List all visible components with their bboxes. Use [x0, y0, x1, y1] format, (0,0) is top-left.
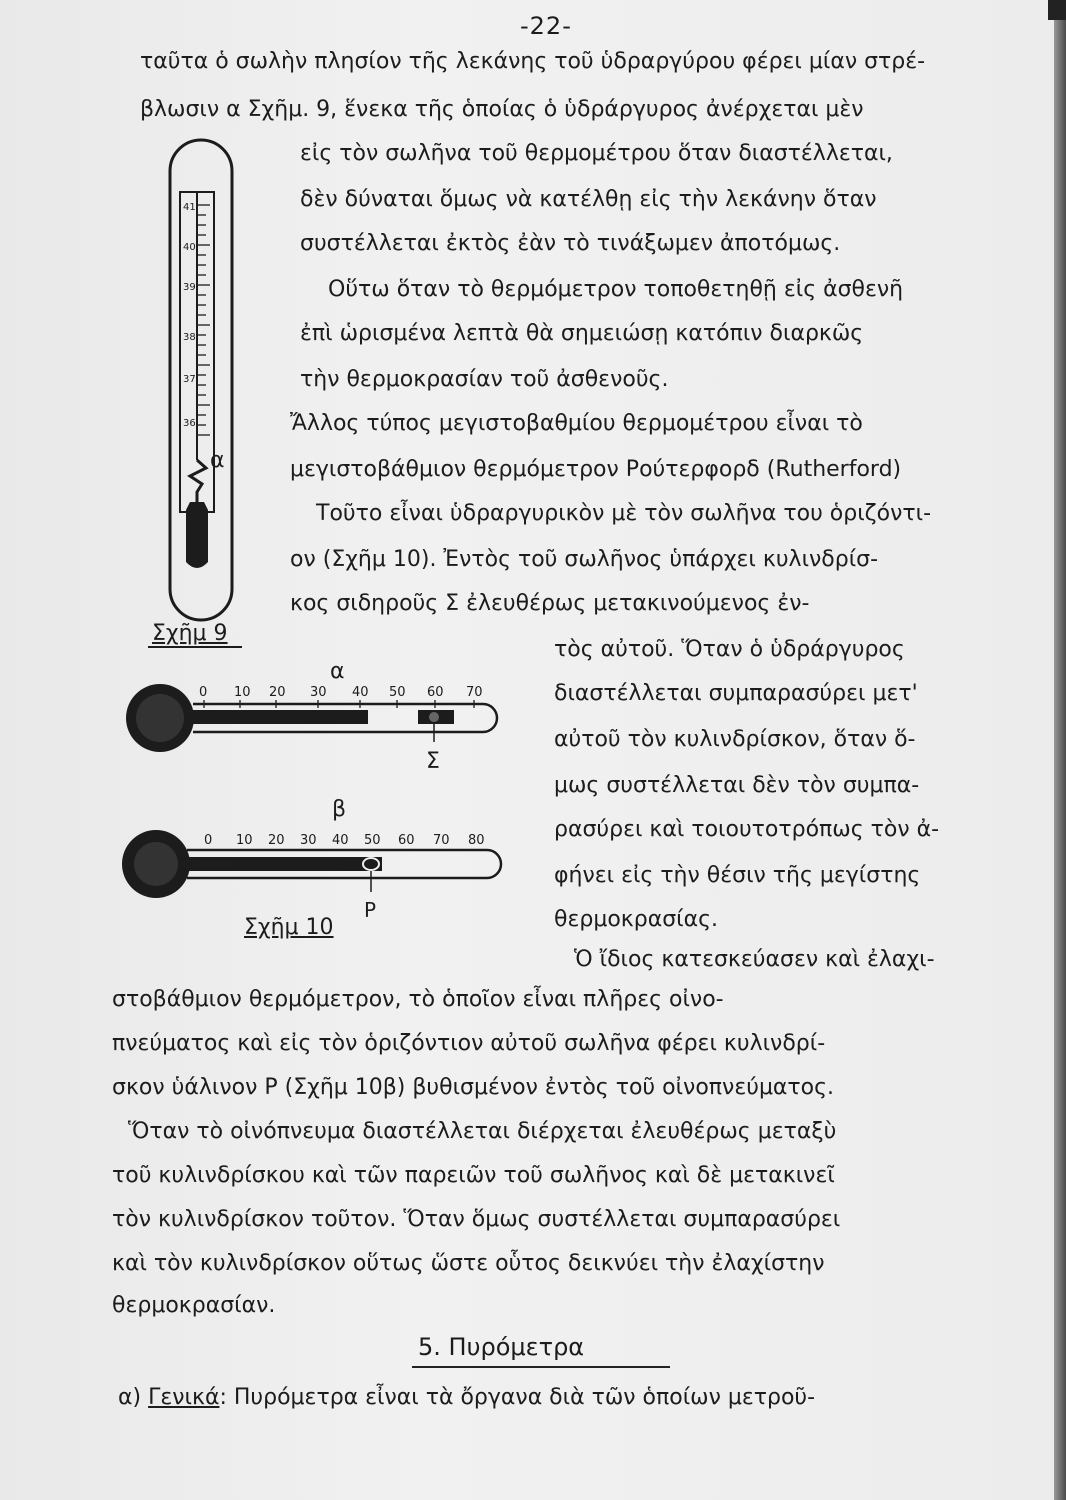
- fig10b-scale-label: 0: [204, 833, 213, 848]
- text-line: κος σιδηροῦς Σ ἐλευθέρως μετακινούμενος ἐν-: [290, 591, 810, 616]
- figure-9-caption-underline: [148, 646, 242, 648]
- text-line: τοῦ κυλινδρίσκου καὶ τῶν παρειῶν τοῦ σωλῆνος καὶ δὲ μετακινεῖ: [112, 1163, 835, 1188]
- text-line: πνεύματος καὶ εἰς τὸν ὁριζόντιον αὐτοῦ σωλῆνα φέρει κυλινδρί-: [112, 1031, 826, 1056]
- heading-underline: [412, 1366, 670, 1368]
- text-line: ρασύρει καὶ τοιουτοτρόπως τὸν ἀ-: [554, 817, 940, 842]
- fig10b-scale-label: 70: [433, 833, 450, 848]
- fig10a-scale-label: 30: [310, 685, 327, 700]
- page-number: -22-: [520, 12, 572, 40]
- fig10a-scale-label: 0: [199, 685, 208, 700]
- fig9-scale-label: 39: [183, 282, 196, 293]
- fig10a-scale-label: 50: [389, 685, 406, 700]
- fig9-scale-label: 41: [183, 202, 196, 213]
- text-line: ταῦτα ὁ σωλὴν πλησίον τῆς λεκάνης τοῦ ὑδραργύρου φέρει μίαν στρέ-: [140, 49, 926, 74]
- fig10a-scale-label: 70: [466, 685, 483, 700]
- figure-10-caption: Σχῆμ 10: [244, 915, 334, 940]
- figure-9-caption: Σχῆμ 9: [152, 621, 228, 646]
- text-line: τὴν θερμοκρασίαν τοῦ ἀσθενοῦς.: [300, 367, 669, 392]
- text-line: ἐπὶ ὡρισμένα λεπτὰ θὰ σημειώσῃ κατόπιν διαρκῶς: [300, 321, 864, 346]
- fig10b-marker-label: Ρ: [364, 898, 377, 922]
- fig10a-scale-label: 10: [234, 685, 251, 700]
- figure-9-thermometer: [150, 130, 260, 660]
- fig10a-scale-label: 40: [352, 685, 369, 700]
- text-line: Οὕτω ὅταν τὸ θερμόμετρον τοποθετηθῇ εἰς ἀσθενῆ: [328, 277, 904, 302]
- fig10b-label: β: [332, 797, 347, 822]
- last-text-line: [118, 1384, 815, 1412]
- item-text: : Πυρόμετρα εἶναι τὰ ὄργανα διὰ τῶν ὁποίων μετροῦ-: [219, 1385, 816, 1410]
- item-prefix: α): [118, 1385, 142, 1410]
- text-line: μως συστέλλεται δὲν τὸν συμπα-: [554, 773, 920, 798]
- figure-10a-thermometer: [118, 680, 518, 770]
- fig10a-marker-label: Σ: [426, 749, 440, 774]
- page-edge-shadow: [1054, 0, 1066, 1500]
- text-line: καὶ τὸν κυλινδρίσκον οὕτως ὥστε οὗτος δεικνύει τὴν ἐλαχίστην: [112, 1251, 825, 1276]
- text-line: σκον ὑάλινον Ρ (Σχῆμ 10β) βυθισμένον ἐντὸς τοῦ οἰνοπνεύματος.: [112, 1075, 835, 1100]
- fig10a-scale-label: 60: [427, 685, 444, 700]
- text-line: φήνει εἰς τὴν θέσιν τῆς μεγίστης: [554, 863, 921, 888]
- text-line: θερμοκρασίαν.: [112, 1293, 276, 1318]
- section-heading: 5. Πυρόμετρα: [418, 1333, 585, 1361]
- text-line: βλωσιν α Σχῆμ. 9, ἕνεκα τῆς ὁποίας ὁ ὑδράργυρος ἀνέρχεται μὲν: [140, 97, 864, 122]
- text-line: αὐτοῦ τὸν κυλινδρίσκον, ὅταν ὅ-: [554, 727, 916, 752]
- text-line: Ὅταν τὸ οἰνόπνευμα διαστέλλεται διέρχεται ἐλευθέρως μεταξὺ: [128, 1119, 837, 1144]
- text-line: Ὁ ἴδιος κατεσκεύασεν καὶ ἐλαχι-: [574, 947, 935, 972]
- text-line: θερμοκρασίας.: [554, 907, 719, 932]
- fig10b-scale-label: 10: [236, 833, 253, 848]
- fig10b-scale-label: 80: [468, 833, 485, 848]
- fig9-constriction-label: α: [210, 448, 225, 473]
- text-line: Τοῦτο εἶναι ὑδραργυρικὸν μὲ τὸν σωλῆνα του ὁριζόντι-: [316, 501, 932, 526]
- text-line: δὲν δύναται ὅμως νὰ κατέλθῃ εἰς τὴν λεκάνην ὅταν: [300, 187, 877, 212]
- text-line: συστέλλεται ἐκτὸς ἐὰν τὸ τινάξωμεν ἀποτόμως.: [300, 231, 841, 256]
- text-line: εἰς τὸν σωλῆνα τοῦ θερμομέτρου ὅταν διαστέλλεται,: [300, 141, 893, 166]
- fig9-scale-label: 38: [183, 332, 196, 343]
- fig9-scale-label: 40: [183, 242, 196, 253]
- fig9-scale-label: 36: [183, 418, 196, 429]
- fig10b-scale-label: 40: [332, 833, 349, 848]
- fig10b-scale-label: 60: [398, 833, 415, 848]
- text-line: τὸν κυλινδρίσκον τοῦτον. Ὅταν ὅμως συστέλλεται συμπαρασύρει: [112, 1207, 841, 1232]
- fig10a-scale-label: 20: [269, 685, 286, 700]
- text-line: ον (Σχῆμ 10). Ἐντὸς τοῦ σωλῆνος ὑπάρχει κυλινδρίσ-: [290, 547, 879, 572]
- page-corner: [1048, 0, 1066, 20]
- item-term: Γενικά: [148, 1385, 220, 1410]
- text-line: μεγιστοβάθμιον θερμόμετρον Ρούτερφορδ (Rutherford): [290, 457, 902, 482]
- fig10b-scale-label: 30: [300, 833, 317, 848]
- text-line: στοβάθμιον θερμόμετρον, τὸ ὁποῖον εἶναι πλῆρες οἰνο-: [112, 987, 724, 1012]
- fig10b-scale-label: 50: [364, 833, 381, 848]
- fig10b-scale-label: 20: [268, 833, 285, 848]
- text-line: τὸς αὐτοῦ. Ὅταν ὁ ὑδράργυρος: [554, 637, 905, 662]
- fig10a-label: α: [330, 659, 345, 684]
- text-line: Ἄλλος τύπος μεγιστοβαθμίου θερμομέτρου εἶναι τὸ: [290, 411, 863, 436]
- figure-10b-thermometer: [112, 828, 522, 908]
- text-line: διαστέλλεται συμπαρασύρει μετ': [554, 681, 918, 706]
- fig9-scale-label: 37: [183, 374, 196, 385]
